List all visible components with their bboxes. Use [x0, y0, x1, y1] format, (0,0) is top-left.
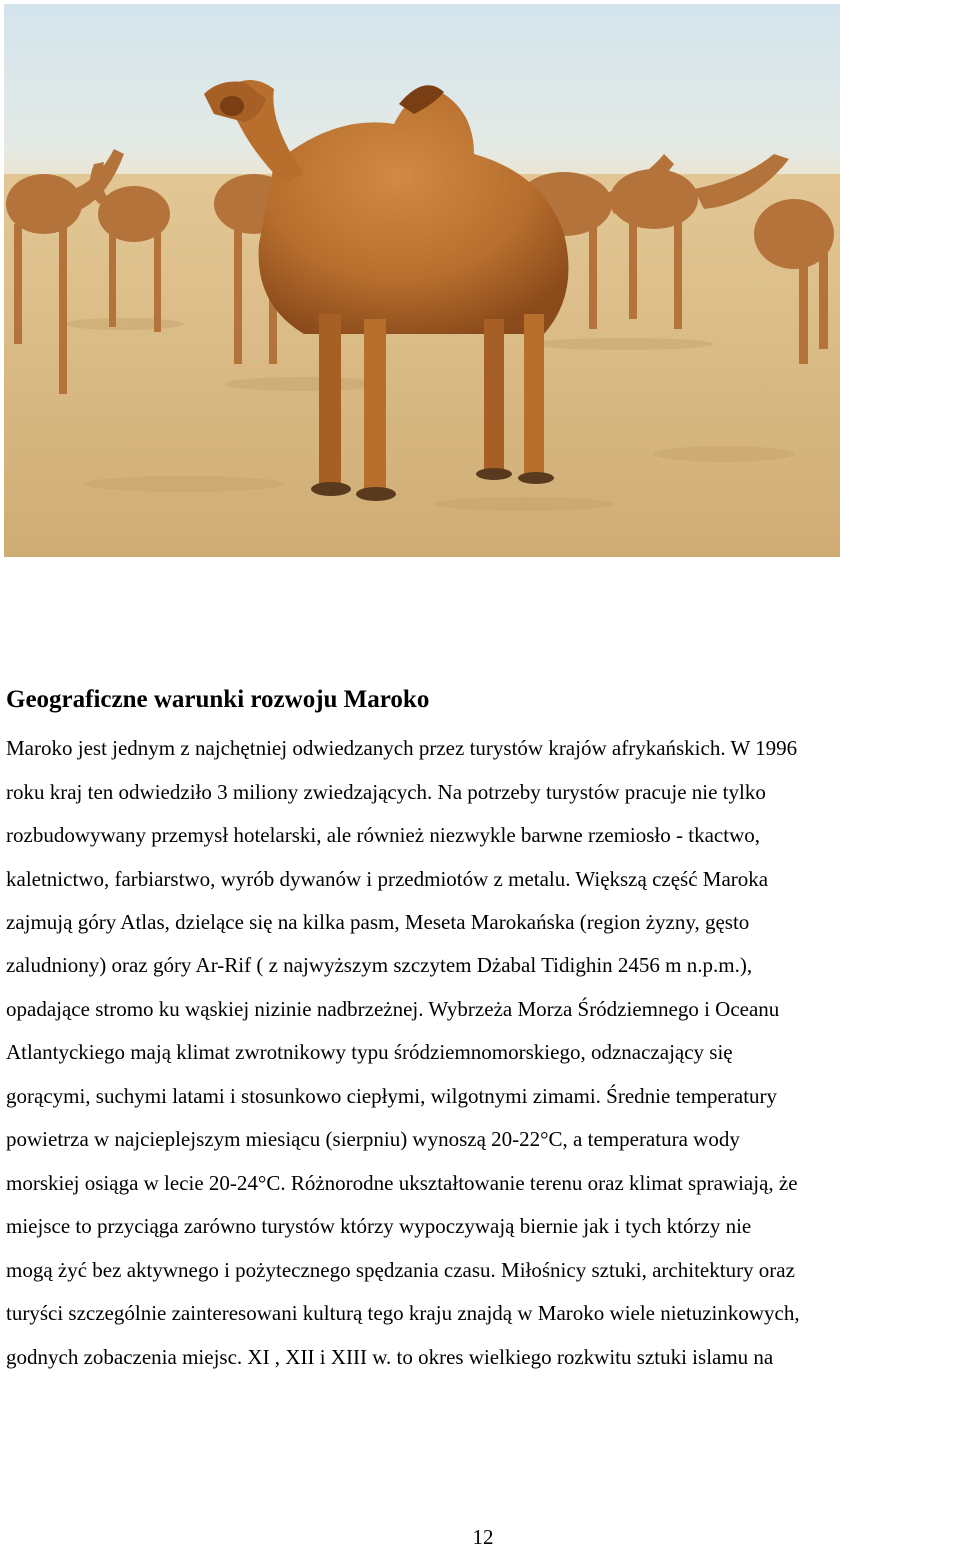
body-line: godnych zobaczenia miejsc. XI , XII i XIII w. to okres wielkiego rozkwitu sztuki islamu na — [6, 1345, 774, 1369]
body-line: zaludniony) oraz góry Ar-Rif ( z najwyższym szczytem Dżabal Tidighin 2456 m n.p.m.), — [6, 953, 753, 977]
body-line: rozbudowywany przemysł hotelarski, ale również niezwykle barwne rzemiosło - tkactwo, — [6, 823, 760, 847]
body-line: roku kraj ten odwiedziło 3 miliony zwiedzających. Na potrzeby turystów pracuje nie tylko — [6, 780, 766, 804]
body-line: powietrza w najcieplejszym miesiącu (sierpniu) wynoszą 20-22°C, a temperatura wody — [6, 1127, 740, 1151]
body-line: mogą żyć bez aktywnego i pożytecznego spędzania czasu. Miłośnicy sztuki, architektury oraz — [6, 1258, 795, 1282]
body-line: kaletnictwo, farbiarstwo, wyrób dywanów i przedmiotów z metalu. Większą część Maroka — [6, 867, 769, 891]
page-title: Geograficzne warunki rozwoju Maroko — [6, 686, 430, 713]
camel-photo — [4, 4, 840, 557]
body-line: gorącymi, suchymi latami i stosunkowo ciepłymi, wilgotnymi zimami. Średnie temperatury — [6, 1084, 778, 1108]
body-line: morskiej osiąga w lecie 20-24°C. Różnorodne ukształtowanie terenu oraz klimat sprawiają, że — [6, 1171, 798, 1195]
body-line: opadające stromo ku wąskiej nizinie nadbrzeżnej. Wybrzeża Morza Śródziemnego i Oceanu — [6, 997, 780, 1021]
body-line: turyści szczególnie zainteresowani kulturą tego kraju znajdą w Maroko wiele nietuzinkowych, — [6, 1301, 800, 1325]
body-line: Atlantyckiego mają klimat zwrotnikowy typu śródziemnomorskiego, odznaczający się — [6, 1040, 733, 1064]
page-number: 12 — [472, 1525, 494, 1549]
body-line: miejsce to przyciąga zarówno turystów którzy wypoczywają biernie jak i tych którzy nie — [6, 1214, 752, 1238]
body-line: Maroko jest jednym z najchętniej odwiedzanych przez turystów krajów afrykańskich. W 1996 — [6, 736, 798, 760]
body-line: zajmują góry Atlas, dzielące się na kilka pasm, Meseta Marokańska (region żyzny, gęsto — [6, 910, 750, 934]
